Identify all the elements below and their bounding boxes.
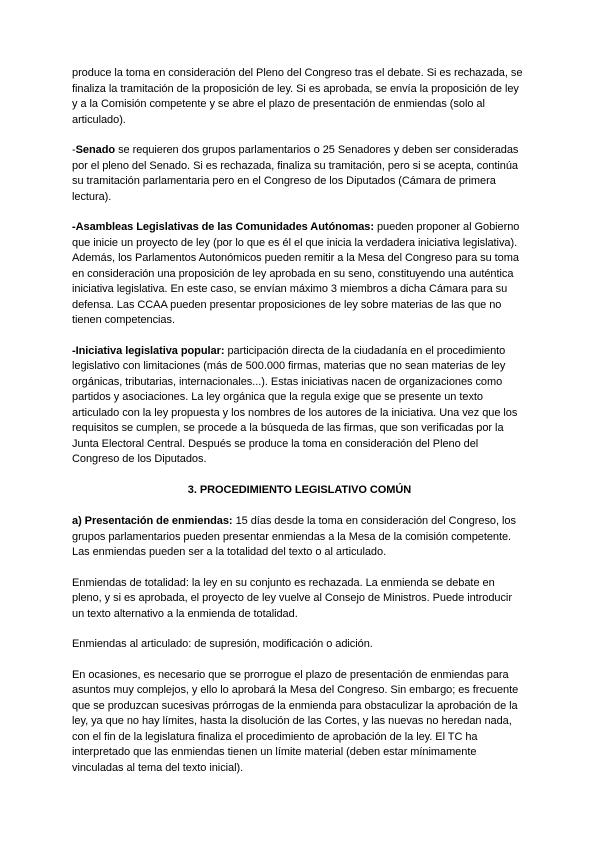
senado-text: se requieren dos grupos parlamentarios o 25 Senadores y deben ser consideradas por el pleno del Senado. Si es rechazada, finaliza su tramitación, pero si se acepta, continúa su tramitación parlamentaria pero en el Congreso de los Diputados (Cámara de primera lectura). [72,144,519,203]
senado-term: Senado [75,144,116,156]
document-page [72,66,527,791]
asambleas-text: pueden proponer al Gobierno que inicie un proyecto de ley (por lo que es él el que inicia la verdadera iniciativa legislativa). Además, los Parlamentos Autonómicos pueden remitir a la Mesa del Congreso para su toma en consideración una proposición de ley aprobada en su seno, constituyendo una auténtica iniciativa legislativa. En este caso, se envían máximo 3 miembros a dicha Cámara para su defensa. Las CCAA pueden presentar proposiciones de ley sobre materias de las que no tienen competencias. [72,221,520,326]
popular-term: -Iniciativa legislativa popular: [72,344,225,357]
presentacion-term: a) Presentación de enmiendas: [72,515,233,527]
paragraph-presentacion-enmiendas [72,514,527,561]
asambleas-term: -Asambleas Legislativas de las Comunidades Autónomas: [72,221,374,233]
paragraph-asambleas [72,220,527,329]
paragraph-iniciativa-popular [72,344,527,468]
paragraph-enmiendas-totalidad: Enmiendas de totalidad: la ley en su conjunto es rechazada. La enmienda se debate en pleno, y si es aprobada, el proyecto de ley vuelve al Consejo de Ministros. Puede introducir un texto alternativo a la enmienda de totalidad. [72,576,512,620]
section-heading: 3. PROCEDIMIENTO LEGISLATIVO COMÚN [187,483,412,496]
senado-prefix: - [72,144,76,156]
paragraph-prorroga-enmiendas: En ocasiones, es necesario que se prorrogue el plazo de presentación de enmiendas para asuntos muy complejos, y ello lo aprobará la Mesa del Congreso. Sin embargo; es frecuente que se produzcan sucesivas prórrogas de la enmienda para obstaculizar la aprobación de la ley, ya que no hay límites, hasta la disolución de las Cortes, y las nuevas no heredan nada, con el fin de la legislatura finaliza el procedimiento de aprobación de la ley. El TC ha interpretado que las enmiendas tienen un límite material (deben estar mínimamente vinculadas al tema del texto inicial). [72,668,519,774]
popular-text: participación directa de la ciudadanía en el procedimiento legislativo con limitaciones (más de 500.000 firmas, materias que no sean materias de ley orgánicas, tributarias, internacionales...). Estas iniciativas nacen de organizaciones como partidos y asociaciones. La ley orgánica que la regula exige que se presente un texto articulado con la ley propuesta y los nombres de los autores de la iniciativa. Una vez que los requisitos se cumplen, se procede a la búsqueda de las firmas, que son verificadas por la Junta Electoral Central. Después se produce la toma en consideración del Pleno del Congreso de los Diputados. [72,344,518,465]
presentacion-text: 15 días desde la toma en consideración del Congreso, los grupos parlamentarios pueden presentar enmiendas a la Mesa de la comisión competente. Las enmiendas pueden ser a la totalidad del texto o al articulado. [72,515,516,558]
paragraph-senado [72,143,527,205]
paragraph-enmiendas-articulado: Enmiendas al articulado: de supresión, modificación o adición. [72,638,373,650]
paragraph-toma-consideracion: produce la toma en consideración del Pleno del Congreso tras el debate. Si es rechazada, se finaliza la tramitación de la proposición de ley. Si es aprobada, se envía la proposición de ley y a la Comisión competente y se abre el plazo de presentación de enmiendas (solo al articulado). [72,67,523,126]
